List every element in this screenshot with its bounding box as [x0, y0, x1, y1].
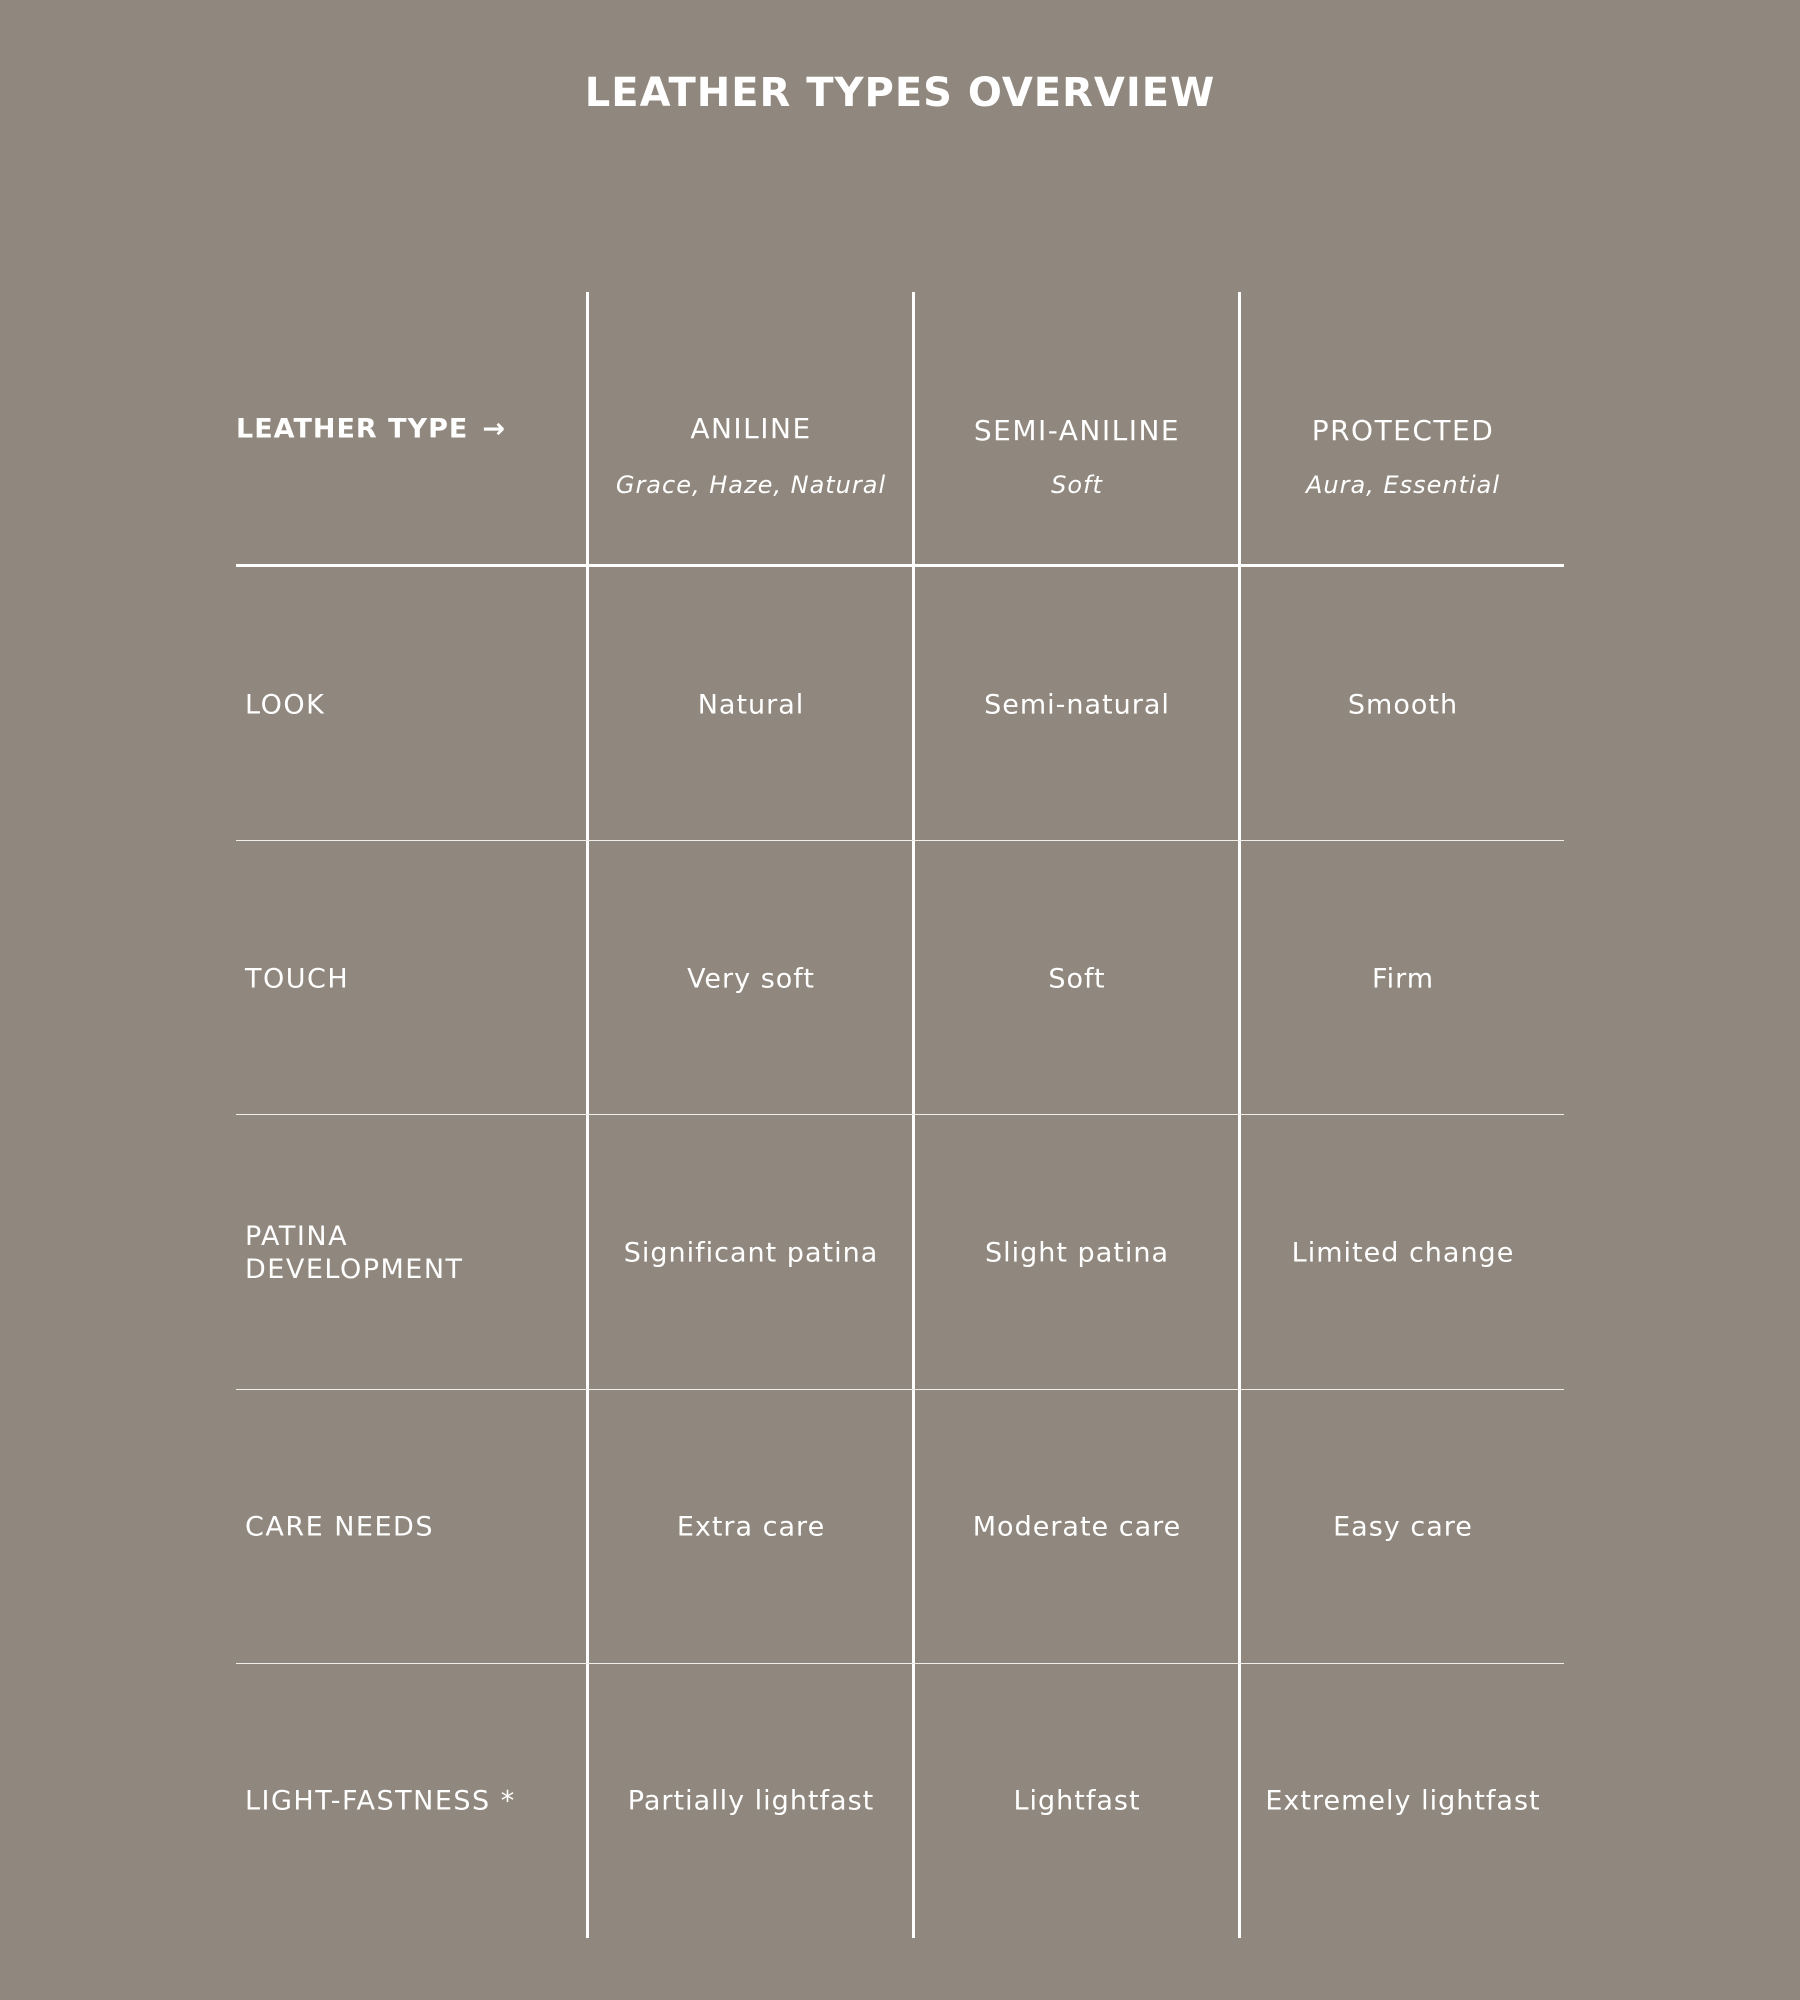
table-cell: Very soft — [687, 963, 815, 995]
table-cell: Extremely lightfast — [1265, 1785, 1541, 1817]
row-label-touch: TOUCH — [245, 963, 350, 995]
row-divider — [236, 840, 1564, 841]
table-cell: Moderate care — [972, 1511, 1182, 1543]
column-name: SEMI-ANILINE — [973, 414, 1181, 447]
header-divider — [236, 564, 1564, 567]
column-header-semi-aniline — [915, 411, 1239, 499]
leather-type-text: LEATHER TYPE — [236, 413, 469, 445]
column-header-protected — [1241, 411, 1565, 499]
row-label-care-needs: CARE NEEDS — [245, 1511, 434, 1543]
column-name: ANILINE — [690, 412, 812, 445]
row-divider — [236, 1389, 1564, 1390]
table-cell: Slight patina — [985, 1237, 1169, 1269]
page-title: LEATHER TYPES OVERVIEW — [584, 70, 1216, 116]
row-label-look: LOOK — [245, 689, 326, 721]
table-cell: Lightfast — [1013, 1785, 1141, 1817]
comparison-table — [236, 292, 1564, 1938]
column-name: PROTECTED — [1311, 414, 1495, 447]
row-divider — [236, 1663, 1564, 1664]
column-subtitle: Grace, Haze, Natural — [615, 471, 887, 499]
table-cell: Extra care — [676, 1511, 826, 1543]
column-divider — [586, 292, 589, 1938]
table-cell: Partially lightfast — [627, 1785, 875, 1817]
table-cell: Natural — [697, 689, 805, 721]
table-cell: Limited change — [1291, 1237, 1515, 1269]
arrow-right-icon: → — [482, 413, 506, 445]
table-cell: Smooth — [1347, 689, 1459, 721]
column-divider — [1238, 292, 1241, 1938]
row-divider — [236, 1114, 1564, 1115]
table-cell: Firm — [1372, 963, 1434, 995]
leather-type-label — [236, 414, 506, 445]
column-header-aniline — [589, 409, 913, 499]
row-label-patina-development: PATINA DEVELOPMENT — [245, 1221, 464, 1285]
table-cell: Easy care — [1333, 1511, 1473, 1543]
column-subtitle: Soft — [1051, 471, 1103, 499]
row-label-light-fastness: LIGHT-FASTNESS * — [245, 1785, 516, 1817]
table-cell: Semi-natural — [984, 689, 1170, 721]
table-cell: Soft — [1048, 963, 1106, 995]
column-divider — [912, 292, 915, 1938]
table-cell: Significant patina — [623, 1237, 879, 1269]
column-subtitle: Aura, Essential — [1305, 471, 1501, 499]
